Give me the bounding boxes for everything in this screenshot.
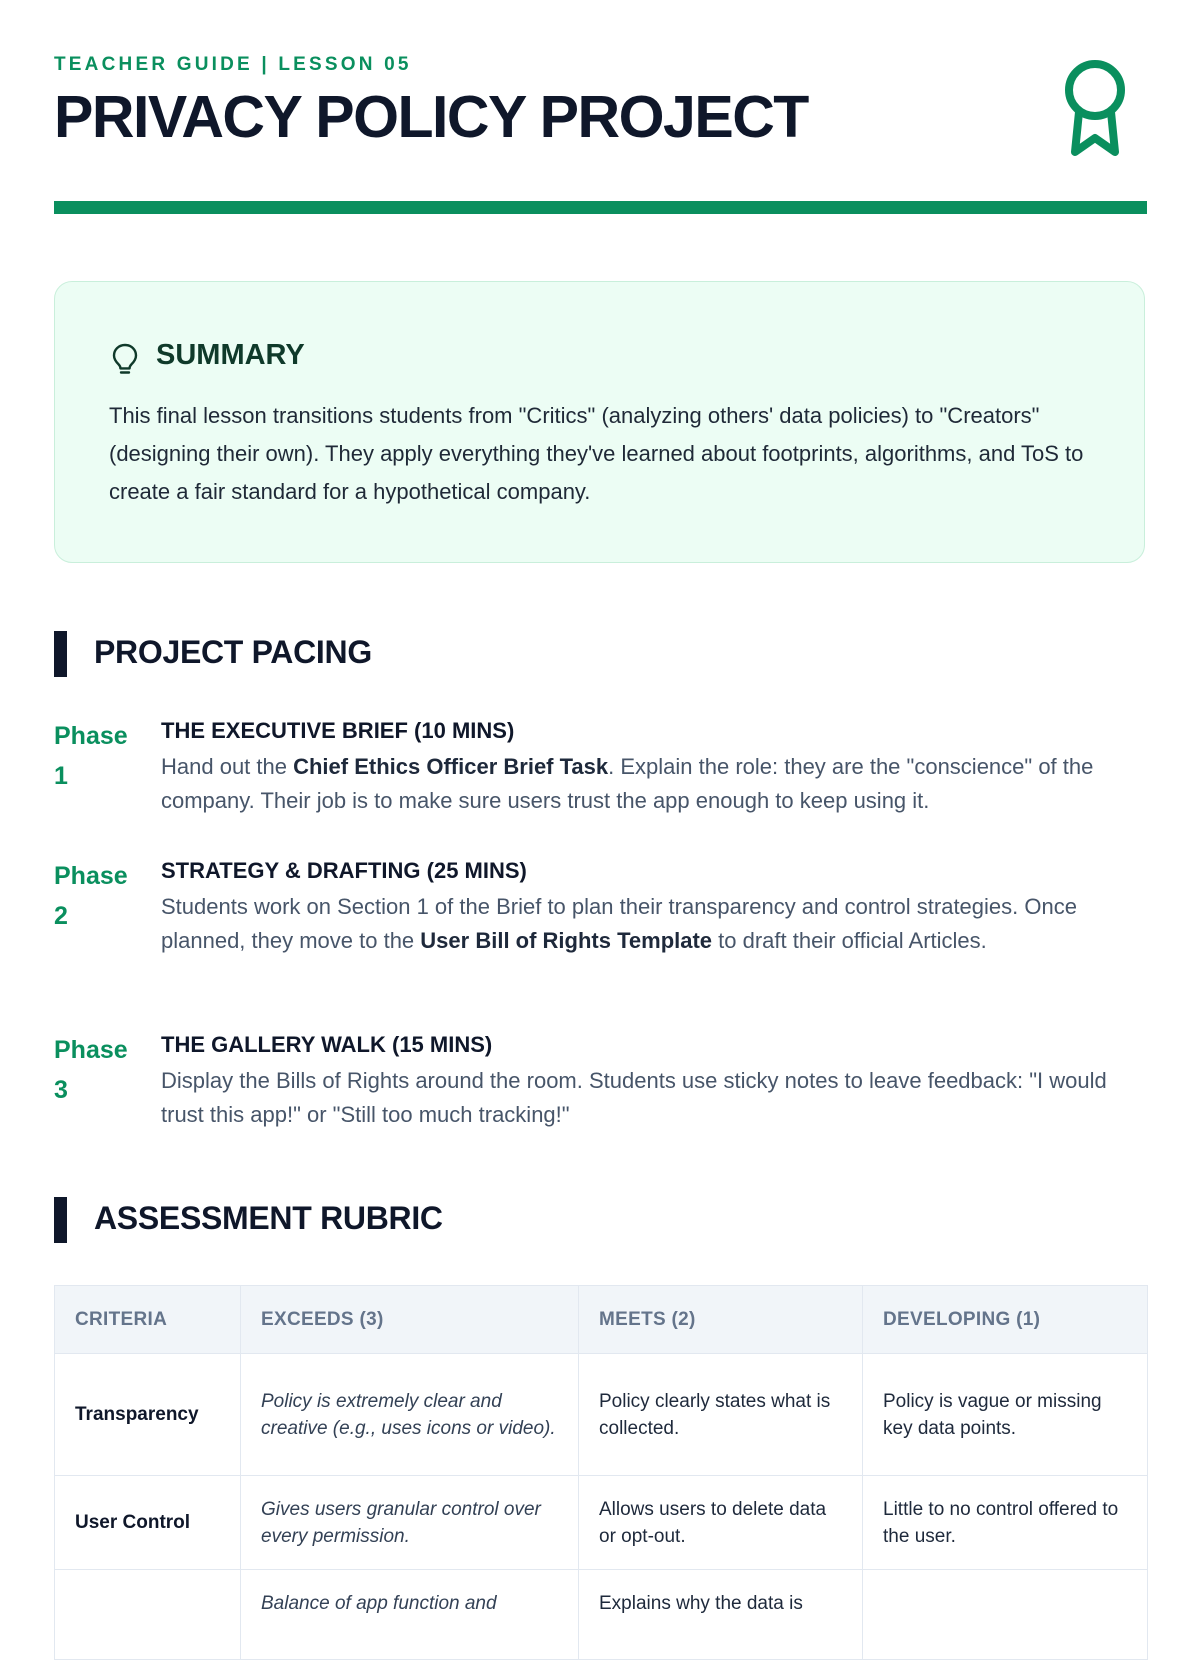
- phase-title: THE EXECUTIVE BRIEF (10 MINS): [161, 718, 515, 743]
- exceeds-cell: Gives users granular control over every permission.: [241, 1476, 579, 1570]
- phase-title: STRATEGY & DRAFTING (25 MINS): [161, 858, 527, 883]
- table-row: [55, 1354, 1148, 1476]
- column-header: DEVELOPING (1): [863, 1286, 1148, 1354]
- exceeds-cell: Policy is extremely clear and creative (e.g., uses icons or video).: [241, 1354, 579, 1476]
- meets-cell: Allows users to delete data or opt-out.: [579, 1476, 863, 1570]
- criteria-cell: [55, 1570, 241, 1660]
- phase-text: Hand out the Chief Ethics Officer Brief Task. Explain the role: they are the "conscience" of the company. Their job is to make sure users trust the app enough to keep using it.: [161, 754, 1094, 813]
- table-row: [55, 1570, 1148, 1660]
- phase-label: Phase 1: [54, 722, 128, 790]
- rubric-title: ASSESSMENT RUBRIC: [94, 1200, 443, 1236]
- phase-highlight: User Bill of Rights Template: [420, 928, 713, 953]
- header-divider: [54, 201, 1147, 214]
- phase-label: Phase 2: [54, 862, 128, 930]
- page-title: PRIVACY POLICY PROJECT: [54, 84, 808, 150]
- criteria-cell: User Control: [55, 1476, 241, 1570]
- developing-cell: [863, 1570, 1148, 1660]
- phase-text: Students work on Section 1 of the Brief to plan their transparency and control strategies. Once planned, they move to the User Bill of Rights Template to draft their official Articles.: [161, 894, 1077, 953]
- phase-title: THE GALLERY WALK (15 MINS): [161, 1032, 493, 1057]
- column-header: CRITERIA: [55, 1286, 241, 1354]
- phase-text: Display the Bills of Rights around the room. Students use sticky notes to leave feedback: "I would trust this app!" or "Still too much tracking!": [161, 1068, 1107, 1127]
- meets-cell: Explains why the data is: [579, 1570, 863, 1660]
- developing-cell: Policy is vague or missing key data points.: [863, 1354, 1148, 1476]
- summary-text: This final lesson transitions students from "Critics" (analyzing others' data policies) to "Creators" (designing their own). They apply everything they've learned about footprints, algorithms, and ToS to create a fair standard for a hypothetical company.: [109, 403, 1084, 504]
- section-accent-bar: [54, 1197, 67, 1243]
- developing-cell: Little to no control offered to the user.: [863, 1476, 1148, 1570]
- column-header: MEETS (2): [579, 1286, 863, 1354]
- section-accent-bar: [54, 631, 67, 677]
- summary-card: [54, 281, 1145, 563]
- summary-title: SUMMARY: [156, 339, 305, 371]
- table-row: [55, 1476, 1148, 1570]
- pacing-title: PROJECT PACING: [94, 634, 372, 670]
- phase-label: Phase 3: [54, 1036, 128, 1104]
- column-header: EXCEEDS (3): [241, 1286, 579, 1354]
- lesson-eyebrow: TEACHER GUIDE | LESSON 05: [54, 54, 412, 75]
- exceeds-cell: Balance of app function and: [241, 1570, 579, 1660]
- rubric-table: [54, 1285, 1148, 1660]
- lightbulb-icon: [111, 342, 139, 376]
- table-header-row: [55, 1286, 1148, 1354]
- meets-cell: Policy clearly states what is collected.: [579, 1354, 863, 1476]
- criteria-cell: Transparency: [55, 1354, 241, 1476]
- phase-highlight: Chief Ethics Officer Brief Task: [293, 754, 609, 779]
- award-ribbon-icon: [1061, 56, 1129, 160]
